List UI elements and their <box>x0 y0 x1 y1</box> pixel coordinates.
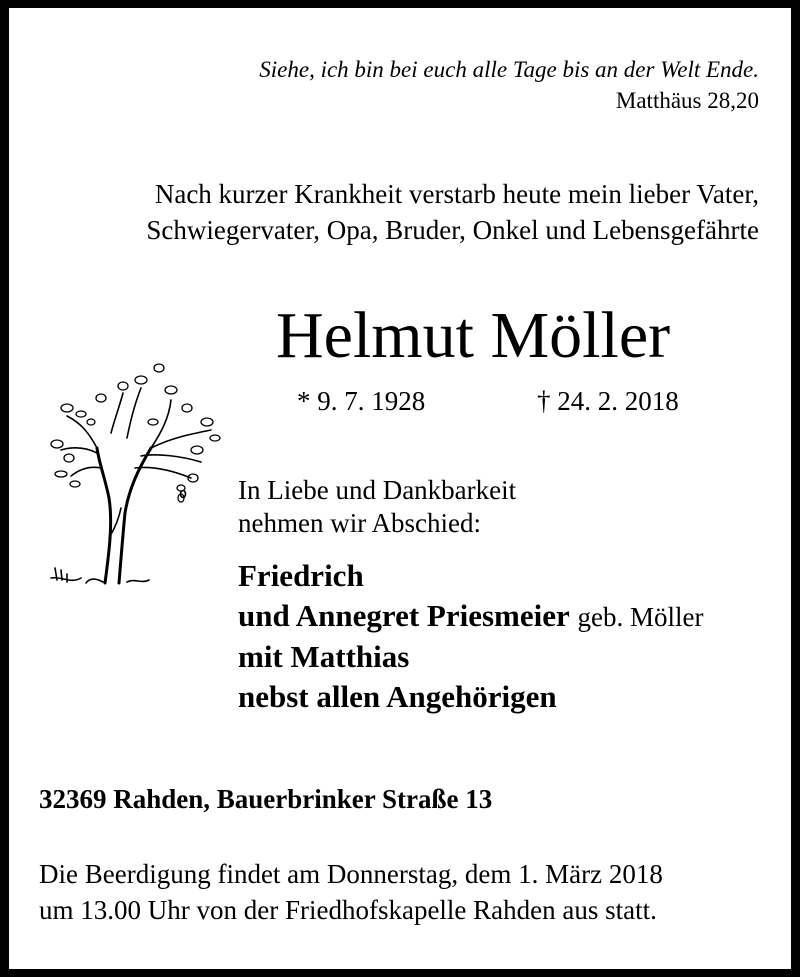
obituary-card <box>9 8 791 969</box>
tree-icon <box>31 338 231 588</box>
funeral-notice <box>39 856 663 928</box>
funeral-line-1: Die Beerdigung findet am Donnerstag, dem 1. März 2018 <box>39 859 663 889</box>
address: 32369 Rahden, Bauerbrinker Straße 13 <box>39 784 493 814</box>
mourner-line-3: mit Matthias <box>238 639 410 674</box>
funeral-line-2: um 13.00 Uhr von der Friedhofskapelle Rahden aus statt. <box>39 895 657 925</box>
mourner-line-2: und Annegret Priesmeier <box>238 598 570 633</box>
death-date: † 24. 2. 2018 <box>537 386 679 416</box>
mourner-line-4: nebst allen Angehörigen <box>238 679 557 714</box>
bible-verse: Siehe, ich bin bei euch alle Tage bis an der Welt Ende. <box>259 57 759 82</box>
deceased-name: Helmut Möller <box>276 299 671 372</box>
mourner-line-1: Friedrich <box>238 558 364 593</box>
farewell-line-1: In Liebe und Dankbarkeit <box>238 475 517 505</box>
bible-verse-reference: Matthäus 28,20 <box>615 88 759 113</box>
announcement-line-2: Schwiegervater, Opa, Bruder, Onkel und Lebensgefährte <box>146 215 759 245</box>
mourners-list <box>238 556 704 717</box>
announcement-line-1: Nach kurzer Krankheit verstarb heute mein lieber Vater, <box>154 179 759 209</box>
farewell-line-2: nehmen wir Abschied: <box>238 508 481 538</box>
maiden-name-note: geb. Möller <box>577 602 704 632</box>
birth-date: * 9. 7. 1928 <box>297 386 426 416</box>
farewell-text <box>238 474 516 540</box>
announcement-text <box>146 176 759 248</box>
